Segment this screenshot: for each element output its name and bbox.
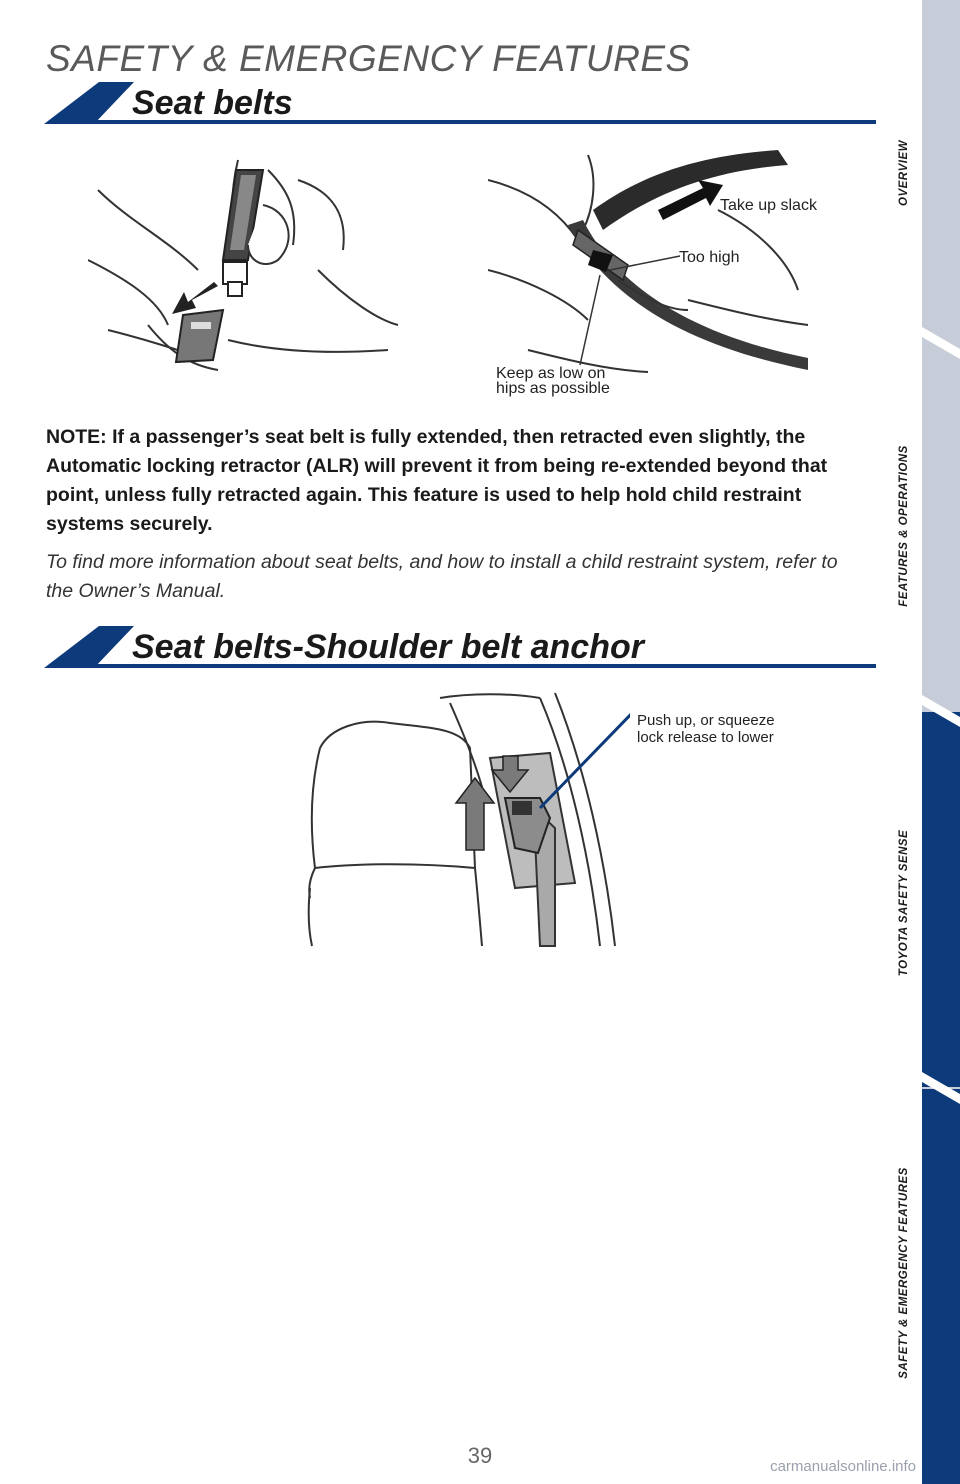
section2-heading: [44, 626, 876, 668]
heading-wedge: [44, 82, 134, 124]
anchor-label-line2: lock release to lower: [637, 729, 774, 746]
tab-safety-emergency[interactable]: [922, 1089, 960, 1484]
section-header: SAFETY & EMERGENCY FEATURES: [46, 38, 691, 79]
take-up-slack-label: Take up slack: [720, 197, 817, 214]
side-label-features-operations: FEATURES & OPERATIONS: [898, 445, 910, 607]
keep-low-label-line2: hips as possible: [496, 380, 610, 397]
note-paragraph: NOTE: If a passenger’s seat belt is fully extended, then retracted even slightly, the Automatic locking retractor (ALR) will prevent it from being re-extended beyond that point, unless fully retracted again. This feature is used to help hold child restraint systems securely.: [46, 426, 828, 535]
tab-overview[interactable]: [922, 0, 960, 340]
buckle-illustration: [88, 150, 408, 390]
tab-toyota-safety-sense[interactable]: [922, 712, 960, 1087]
side-label-toyota-safety-sense: TOYOTA SAFETY SENSE: [898, 829, 910, 977]
shoulder-anchor-illustration: [300, 688, 630, 950]
section1-title: Seat belts: [132, 84, 293, 122]
section2-title: Seat belts-Shoulder belt anchor: [132, 628, 644, 666]
too-high-label: Too high: [679, 249, 740, 266]
side-tabs: [922, 0, 960, 1484]
keep-low-leader: [560, 270, 620, 370]
watermark: carmanualsonline.info: [770, 1458, 916, 1475]
keep-low-label-line1: Keep as low on: [496, 365, 606, 382]
info-paragraph: To find more information about seat belts, and how to install a child restraint system, refer to the Owner’s Manual.: [46, 551, 838, 602]
page-number: 39: [467, 1443, 493, 1468]
side-label-safety-emergency: SAFETY & EMERGENCY FEATURES: [898, 1167, 910, 1379]
section1-heading: [44, 82, 876, 124]
tab-features-operations[interactable]: [922, 345, 960, 710]
side-label-overview: OVERVIEW: [898, 140, 910, 206]
anchor-label-line1: Push up, or squeeze: [637, 712, 775, 729]
heading-wedge: [44, 626, 134, 668]
